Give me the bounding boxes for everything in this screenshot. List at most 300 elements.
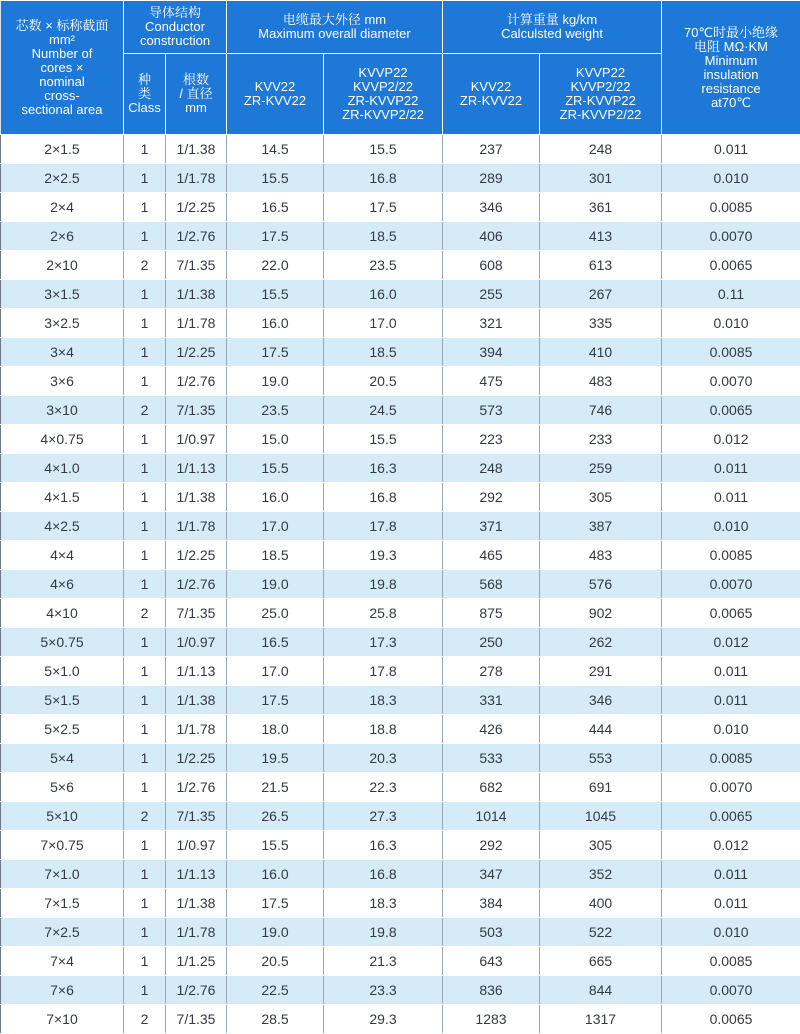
kvv-weight-cell: 384 [443,889,540,918]
kvv-diameter-cell: 17.5 [227,222,324,251]
kvvp-weight-cell: 361 [540,193,662,222]
strands-cell: 1/1.78 [166,715,227,744]
kvvp-weight-cell: 410 [540,338,662,367]
resistance-cell: 0.0070 [662,367,800,396]
table-row [1,454,800,483]
resistance-header [662,1,800,135]
resistance-cell: 0.011 [662,860,800,889]
class-cell: 1 [124,135,166,164]
strands-cell: 1/1.38 [166,686,227,715]
resistance-cell: 0.010 [662,715,800,744]
resistance-cell: 0.11 [662,280,800,309]
kvvp-weight-cell: 305 [540,483,662,512]
spec-header-en-line: cross- [3,89,121,103]
kvv-diameter-cell: 15.0 [227,425,324,454]
spec-header-en-line: cores × [3,61,121,75]
spec-cell: 2×4 [1,193,124,222]
spec-header-en-line: sectional area [3,103,121,117]
kvv-weight-cell: 394 [443,338,540,367]
table-row [1,860,800,889]
kvvp-diameter-cell: 25.8 [324,599,443,628]
kvv-weight-cell: 608 [443,251,540,280]
spec-cell: 7×1.5 [1,889,124,918]
kvv-weight-cell: 278 [443,657,540,686]
kvv-weight-cell: 347 [443,860,540,889]
kvvp-diameter-cell: 17.3 [324,628,443,657]
kvv-weight-cell: 643 [443,947,540,976]
resistance-cell: 0.0070 [662,222,800,251]
kvv-diameter-cell: 16.0 [227,483,324,512]
kvv-weight-cell: 875 [443,599,540,628]
kvvp-weight-cell: 305 [540,831,662,860]
kvvp-weight-cell: 691 [540,773,662,802]
kvvp-diameter-cell: 17.5 [324,193,443,222]
spec-cell: 4×0.75 [1,425,124,454]
strands-cell: 1/2.25 [166,193,227,222]
class-cell: 1 [124,193,166,222]
resistance-cell: 0.0065 [662,396,800,425]
table-row [1,425,800,454]
model-label: ZR-KVVP22 [542,94,659,108]
class-cell: 1 [124,570,166,599]
kvv-weight-cell: 836 [443,976,540,1005]
table-row [1,570,800,599]
kvvp-weight-header [540,54,662,135]
kvv-weight-cell: 255 [443,280,540,309]
kvvp-weight-cell: 483 [540,367,662,396]
strands-cell: 1/0.97 [166,628,227,657]
spec-cell: 4×6 [1,570,124,599]
kvvp-weight-cell: 746 [540,396,662,425]
kvvp-diameter-cell: 16.0 [324,280,443,309]
kvv-weight-cell: 223 [443,425,540,454]
kvvp-weight-cell: 553 [540,744,662,773]
kvvp-weight-cell: 665 [540,947,662,976]
spec-cell: 5×1.5 [1,686,124,715]
table-row [1,512,800,541]
table-header [1,1,800,135]
kvv-diameter-cell: 15.5 [227,831,324,860]
kvvp-diameter-cell: 18.5 [324,338,443,367]
kvv-weight-cell: 331 [443,686,540,715]
weight-header [443,1,662,54]
kvvp-diameter-cell: 16.8 [324,860,443,889]
strands-header-en: mm [168,101,224,115]
kvvp-diameter-cell: 15.5 [324,425,443,454]
table-row [1,831,800,860]
resistance-cell: 0.0085 [662,947,800,976]
table-row [1,193,800,222]
kvv-diameter-cell: 23.5 [227,396,324,425]
kvv-weight-cell: 250 [443,628,540,657]
kvvp-weight-cell: 352 [540,860,662,889]
class-cell: 1 [124,686,166,715]
spec-cell: 7×4 [1,947,124,976]
kvvp-weight-cell: 262 [540,628,662,657]
spec-cell: 7×10 [1,1005,124,1034]
strands-cell: 1/1.78 [166,918,227,947]
strands-cell: 1/2.25 [166,338,227,367]
kvvp-weight-cell: 400 [540,889,662,918]
resistance-cell: 0.0085 [662,338,800,367]
class-cell: 2 [124,396,166,425]
kvv-weight-cell: 503 [443,918,540,947]
kvv-diameter-cell: 25.0 [227,599,324,628]
kvv-weight-cell: 248 [443,454,540,483]
kvvp-weight-cell: 1045 [540,802,662,831]
kvvp-diameter-cell: 18.8 [324,715,443,744]
resistance-cell: 0.010 [662,164,800,193]
table-row [1,309,800,338]
class-cell: 1 [124,628,166,657]
kvv-weight-cell: 406 [443,222,540,251]
kvv-weight-cell: 237 [443,135,540,164]
kvv-diameter-cell: 15.5 [227,454,324,483]
kvvp-diameter-cell: 16.8 [324,483,443,512]
class-cell: 1 [124,744,166,773]
table-body [1,135,800,1034]
class-cell: 2 [124,802,166,831]
kvv-weight-cell: 1014 [443,802,540,831]
strands-cell: 7/1.35 [166,1005,227,1034]
strands-cell: 1/1.38 [166,483,227,512]
table-row [1,280,800,309]
spec-cell: 5×10 [1,802,124,831]
kvvp-weight-cell: 413 [540,222,662,251]
class-cell: 1 [124,309,166,338]
kvvp-diameter-cell: 18.3 [324,889,443,918]
weight-header-zh: 计算重量 kg/km [445,13,659,27]
kvvp-weight-cell: 301 [540,164,662,193]
spec-cell: 3×1.5 [1,280,124,309]
kvv-weight-cell: 475 [443,367,540,396]
table-row [1,773,800,802]
spec-cell: 2×1.5 [1,135,124,164]
spec-cell: 5×2.5 [1,715,124,744]
resistance-cell: 0.0065 [662,599,800,628]
strands-cell: 1/2.76 [166,222,227,251]
class-header-zh-line: 种 [126,73,163,87]
kvvp-diameter-cell: 17.8 [324,512,443,541]
strands-cell: 1/1.38 [166,889,227,918]
resistance-header-zh-line: 电阻 MΩ·KM [664,40,798,54]
spec-header-en-line: nominal [3,75,121,89]
spec-cell: 4×4 [1,541,124,570]
kvv-diameter-cell: 18.0 [227,715,324,744]
kvv-weight-cell: 426 [443,715,540,744]
kvvp-weight-cell: 291 [540,657,662,686]
kvvp-diameter-cell: 21.3 [324,947,443,976]
spec-cell: 3×10 [1,396,124,425]
strands-cell: 7/1.35 [166,802,227,831]
strands-header-zh-line: / 直径 [168,87,224,101]
class-header-en: Class [126,101,163,115]
strands-cell: 1/1.38 [166,280,227,309]
conductor-header-en-line: construction [126,34,224,48]
resistance-cell: 0.0065 [662,1005,800,1034]
class-cell: 1 [124,222,166,251]
table-row [1,599,800,628]
kvvp-weight-cell: 576 [540,570,662,599]
kvvp-weight-cell: 346 [540,686,662,715]
kvv-diameter-cell: 19.0 [227,570,324,599]
model-label: ZR-KVVP2/22 [326,108,440,122]
class-cell: 1 [124,425,166,454]
resistance-cell: 0.011 [662,135,800,164]
kvvp-weight-cell: 335 [540,309,662,338]
conductor-header-zh: 导体结构 [126,6,224,20]
resistance-cell: 0.0065 [662,802,800,831]
strands-cell: 1/2.76 [166,570,227,599]
kvvp-diameter-cell: 19.8 [324,918,443,947]
resistance-cell: 0.011 [662,657,800,686]
kvv-weight-cell: 371 [443,512,540,541]
table-row [1,483,800,512]
class-header [124,54,166,135]
kvvp-diameter-cell: 22.3 [324,773,443,802]
kvv-weight-cell: 292 [443,831,540,860]
kvvp-diameter-cell: 17.8 [324,657,443,686]
kvv-diameter-cell: 17.5 [227,686,324,715]
strands-cell: 1/2.76 [166,976,227,1005]
table-row [1,657,800,686]
spec-cell: 3×2.5 [1,309,124,338]
model-label: ZR-KVV22 [445,94,537,108]
resistance-cell: 0.011 [662,454,800,483]
table-row [1,744,800,773]
kvvp-weight-cell: 444 [540,715,662,744]
spec-cell: 4×1.0 [1,454,124,483]
kvvp-diameter-cell: 19.3 [324,541,443,570]
strands-cell: 1/1.25 [166,947,227,976]
kvv-diameter-cell: 16.5 [227,193,324,222]
strands-cell: 1/1.38 [166,135,227,164]
table-row [1,976,800,1005]
kvv-diameter-cell: 22.5 [227,976,324,1005]
table-row [1,222,800,251]
resistance-cell: 0.0085 [662,541,800,570]
class-cell: 1 [124,512,166,541]
resistance-header-zh-line: 70℃时最小绝缘 [664,26,798,40]
resistance-cell: 0.0085 [662,193,800,222]
strands-cell: 1/2.76 [166,367,227,396]
kvvp-diameter-cell: 19.8 [324,570,443,599]
class-cell: 1 [124,280,166,309]
kvv-weight-cell: 321 [443,309,540,338]
strands-header-zh-line: 根数 [168,73,224,87]
spec-cell: 2×6 [1,222,124,251]
kvvp-weight-cell: 902 [540,599,662,628]
kvvp-diameter-cell: 16.3 [324,454,443,483]
class-cell: 1 [124,918,166,947]
table-row [1,396,800,425]
table-row [1,802,800,831]
kvvp-weight-cell: 844 [540,976,662,1005]
class-cell: 1 [124,454,166,483]
resistance-cell: 0.0070 [662,773,800,802]
class-cell: 1 [124,831,166,860]
class-cell: 1 [124,483,166,512]
kvv-diameter-cell: 15.5 [227,280,324,309]
model-label: KVVP2/22 [542,80,659,94]
spec-cell: 2×2.5 [1,164,124,193]
class-cell: 1 [124,773,166,802]
kvvp-weight-cell: 1317 [540,1005,662,1034]
strands-cell: 7/1.35 [166,396,227,425]
model-label: KVVP22 [542,66,659,80]
resistance-cell: 0.012 [662,831,800,860]
kvv-diameter-cell: 19.5 [227,744,324,773]
kvvp-diameter-cell: 23.3 [324,976,443,1005]
kvvp-diameter-cell: 24.5 [324,396,443,425]
kvvp-weight-cell: 233 [540,425,662,454]
kvvp-weight-cell: 248 [540,135,662,164]
class-cell: 1 [124,164,166,193]
class-cell: 1 [124,657,166,686]
kvvp-weight-cell: 613 [540,251,662,280]
kvvp-weight-cell: 259 [540,454,662,483]
strands-cell: 1/1.13 [166,454,227,483]
kvv-diameter-cell: 19.0 [227,367,324,396]
model-label: ZR-KVV22 [229,94,321,108]
strands-cell: 1/2.76 [166,773,227,802]
conductor-header [124,1,227,54]
kvvp-diameter-cell: 17.0 [324,309,443,338]
class-cell: 1 [124,367,166,396]
spec-cell: 5×6 [1,773,124,802]
resistance-cell: 0.010 [662,918,800,947]
class-cell: 1 [124,889,166,918]
resistance-cell: 0.012 [662,425,800,454]
kvv-weight-cell: 682 [443,773,540,802]
table-row [1,367,800,396]
model-label: KVV22 [229,80,321,94]
resistance-cell: 0.011 [662,483,800,512]
strands-cell: 1/2.25 [166,541,227,570]
kvvp-diameter-header [324,54,443,135]
resistance-header-en-line: resistance [664,82,798,96]
resistance-cell: 0.011 [662,889,800,918]
spec-cell: 5×4 [1,744,124,773]
spec-header-en-line: Number of [3,47,121,61]
diameter-header-zh: 电缆最大外径 mm [229,13,440,27]
kvvp-diameter-cell: 20.5 [324,367,443,396]
class-cell: 2 [124,251,166,280]
table-row [1,715,800,744]
table-row [1,135,800,164]
kvv-weight-cell: 568 [443,570,540,599]
model-label: ZR-KVVP2/22 [542,108,659,122]
kvvp-diameter-cell: 20.3 [324,744,443,773]
strands-cell: 1/1.78 [166,512,227,541]
kvv-diameter-cell: 15.5 [227,164,324,193]
kvv-weight-cell: 292 [443,483,540,512]
kvvp-diameter-cell: 27.3 [324,802,443,831]
strands-header [166,54,227,135]
table-row [1,541,800,570]
resistance-header-en-line: Minimum [664,54,798,68]
class-header-zh-line: 类 [126,87,163,101]
kvv-diameter-cell: 14.5 [227,135,324,164]
conductor-header-en-line: Conductor [126,20,224,34]
spec-cell: 3×4 [1,338,124,367]
table-row [1,889,800,918]
class-cell: 1 [124,715,166,744]
kvv-diameter-cell: 19.0 [227,918,324,947]
kvv-diameter-header [227,54,324,135]
kvv-diameter-cell: 28.5 [227,1005,324,1034]
resistance-cell: 0.0085 [662,744,800,773]
kvv-diameter-cell: 26.5 [227,802,324,831]
table-row [1,338,800,367]
class-cell: 1 [124,976,166,1005]
kvv-weight-cell: 1283 [443,1005,540,1034]
kvvp-diameter-cell: 23.5 [324,251,443,280]
strands-cell: 1/0.97 [166,831,227,860]
resistance-cell: 0.0070 [662,976,800,1005]
spec-cell: 7×6 [1,976,124,1005]
table-row [1,686,800,715]
strands-cell: 1/1.13 [166,657,227,686]
kvv-diameter-cell: 20.5 [227,947,324,976]
class-cell: 1 [124,338,166,367]
kvvp-weight-cell: 483 [540,541,662,570]
kvv-weight-header [443,54,540,135]
kvv-diameter-cell: 22.0 [227,251,324,280]
kvvp-diameter-cell: 16.3 [324,831,443,860]
spec-cell: 5×0.75 [1,628,124,657]
kvvp-weight-cell: 522 [540,918,662,947]
kvvp-diameter-cell: 15.5 [324,135,443,164]
table-row [1,628,800,657]
spec-cell: 4×2.5 [1,512,124,541]
kvv-weight-cell: 346 [443,193,540,222]
model-label: ZR-KVVP22 [326,94,440,108]
resistance-cell: 0.010 [662,309,800,338]
kvv-diameter-cell: 16.0 [227,309,324,338]
class-cell: 1 [124,541,166,570]
spec-cell: 7×1.0 [1,860,124,889]
kvv-diameter-cell: 18.5 [227,541,324,570]
strands-cell: 1/1.78 [166,309,227,338]
strands-cell: 1/0.97 [166,425,227,454]
model-label: KVVP2/22 [326,80,440,94]
spec-cell: 7×2.5 [1,918,124,947]
kvvp-weight-cell: 267 [540,280,662,309]
kvv-weight-cell: 573 [443,396,540,425]
model-label: KVVP22 [326,66,440,80]
strands-cell: 7/1.35 [166,251,227,280]
kvvp-diameter-cell: 18.3 [324,686,443,715]
kvv-diameter-cell: 17.5 [227,338,324,367]
resistance-cell: 0.0065 [662,251,800,280]
kvv-weight-cell: 465 [443,541,540,570]
kvvp-diameter-cell: 29.3 [324,1005,443,1034]
strands-cell: 1/2.25 [166,744,227,773]
strands-cell: 1/1.78 [166,164,227,193]
kvv-diameter-cell: 16.0 [227,860,324,889]
table-row [1,947,800,976]
class-cell: 1 [124,860,166,889]
class-cell: 2 [124,599,166,628]
class-cell: 1 [124,947,166,976]
resistance-cell: 0.010 [662,512,800,541]
spec-cell: 2×10 [1,251,124,280]
spec-header [1,1,124,135]
kvvp-weight-cell: 387 [540,512,662,541]
weight-header-en: Calculsted weight [445,27,659,41]
kvv-diameter-cell: 21.5 [227,773,324,802]
